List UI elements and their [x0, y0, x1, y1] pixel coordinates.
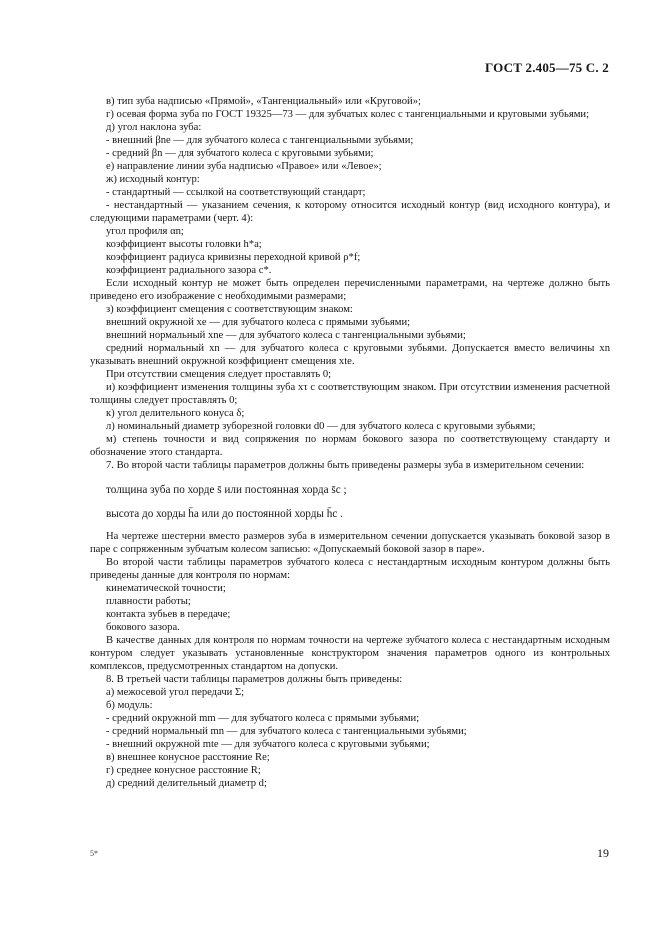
list-item: кинематической точности; — [106, 583, 226, 594]
paragraph: 7. Во второй части таблицы параметров должны быть приведены размеры зуба в измерительном сечении: — [106, 460, 585, 471]
paragraph: средний нормальный xn — для зубчатого колеса с круговыми зубьями. Допускается вместо величины xn указывать внешний окружной коэффициент смещения xte. — [90, 343, 610, 367]
paragraph: к) угол делительного конуса δ; — [106, 408, 245, 419]
paragraph: коэффициент радиуса кривизны переходной кривой ρ*f; — [106, 252, 361, 263]
paragraph: - средний нормальный mn — для зубчатого колеса с тангенциальными зубьями; — [106, 726, 467, 737]
paragraph: - внешний βne — для зубчатого колеса с тангенциальными зубьями; — [106, 135, 414, 146]
paragraph: г) среднее конусное расстояние R; — [106, 765, 261, 776]
list-item: бокового зазора. — [106, 622, 180, 633]
paragraph: а) межосевой угол передачи Σ; — [106, 687, 245, 698]
page-header: ГОСТ 2.405—75 С. 2 — [484, 60, 609, 75]
paragraph: в) внешнее конусное расстояние Re; — [106, 752, 270, 763]
paragraph: - средний окружной mm — для зубчатого колеса с прямыми зубьями; — [106, 713, 420, 724]
page-mark: 5* — [90, 849, 98, 858]
paragraph: Во второй части таблицы параметров зубчатого колеса с нестандартным исходным контуром должны быть приведены данные для контроля по нормам: — [90, 557, 610, 581]
paragraph: внешний окружной xe — для зубчатого колеса с прямыми зубьями; — [106, 317, 411, 328]
paragraph: коэффициент высоты головки h*a; — [106, 239, 262, 250]
paragraph: д) угол наклона зуба: — [106, 122, 202, 133]
paragraph: - стандартный — ссылкой на соответствующий стандарт; — [106, 187, 366, 198]
paragraph: - внешний окружной mte — для зубчатого колеса с круговыми зубьями; — [106, 739, 430, 750]
paragraph: 8. В третьей части таблицы параметров должны быть приведены: — [106, 674, 403, 685]
paragraph: з) коэффициент смещения с соответствующим знаком: — [106, 304, 353, 315]
paragraph: л) номинальный диаметр зуборезной головки d0 — для зубчатого колеса с круговыми зубьями; — [106, 421, 536, 432]
paragraph: угол профиля αn; — [106, 226, 184, 237]
page-number: 19 — [597, 846, 609, 860]
list-item: контакта зубьев в передаче; — [106, 609, 231, 620]
document-body — [90, 95, 610, 790]
formula-line: высота до хорды h̄a или до постоянной хорды h̄c . — [106, 508, 343, 520]
paragraph: - средний βn — для зубчатого колеса с круговыми зубьями; — [106, 148, 374, 159]
paragraph: - нестандартный — указанием сечения, к которому относится исходный контур (вид исходного контура), и следующими параметрами (черт. 4): — [90, 200, 610, 224]
paragraph: внешний нормальный xne — для зубчатого колеса с тангенциальными зубьями; — [106, 330, 466, 341]
list-item: плавности работы; — [106, 596, 191, 607]
paragraph: коэффициент радиального зазора c*. — [106, 265, 272, 276]
paragraph: в) тип зуба надписью «Прямой», «Тангенциальный» или «Круговой»; — [106, 96, 421, 107]
paragraph: При отсутствии смещения следует проставлять 0; — [106, 369, 332, 380]
paragraph: м) степень точности и вид сопряжения по нормам бокового зазора по соответствующему стандарту и обозначение этого стандарта. — [90, 434, 610, 458]
formula-line: толщина зуба по хорде s̄ или постоянная хорда s̄c ; — [106, 484, 347, 496]
paragraph: В качестве данных для контроля по нормам точности на чертеже зубчатого колеса с нестандартным исходным контуром следует указывать установленные конструктором значения параметров одного из контрольных комплексов, предусмотренных стандартом на допуски. — [90, 635, 610, 672]
paragraph: б) модуль: — [106, 700, 153, 711]
paragraph: Если исходный контур не может быть определен перечисленными параметрами, на чертеже должно быть приведено его изображение с необходимыми размерами; — [90, 278, 610, 302]
paragraph: д) средний делительный диаметр d; — [106, 778, 267, 789]
paragraph: и) коэффициент изменения толщины зуба xτ с соответствующим знаком. При отсутствии изменения расчетной толщины следует проставлять 0; — [90, 382, 610, 406]
paragraph: е) направление линии зуба надписью «Правое» или «Левое»; — [106, 161, 382, 172]
paragraph: ж) исходный контур: — [106, 174, 200, 185]
paragraph: г) осевая форма зуба по ГОСТ 19325—73 — для зубчатых колес с тангенциальными и круговыми зубьями; — [106, 109, 590, 120]
paragraph: На чертеже шестерни вместо размеров зуба в измерительном сечении допускается указывать боковой зазор в паре с сопряженным зубчатым колесом записью: «Допускаемый боковой зазор в паре». — [90, 531, 610, 555]
